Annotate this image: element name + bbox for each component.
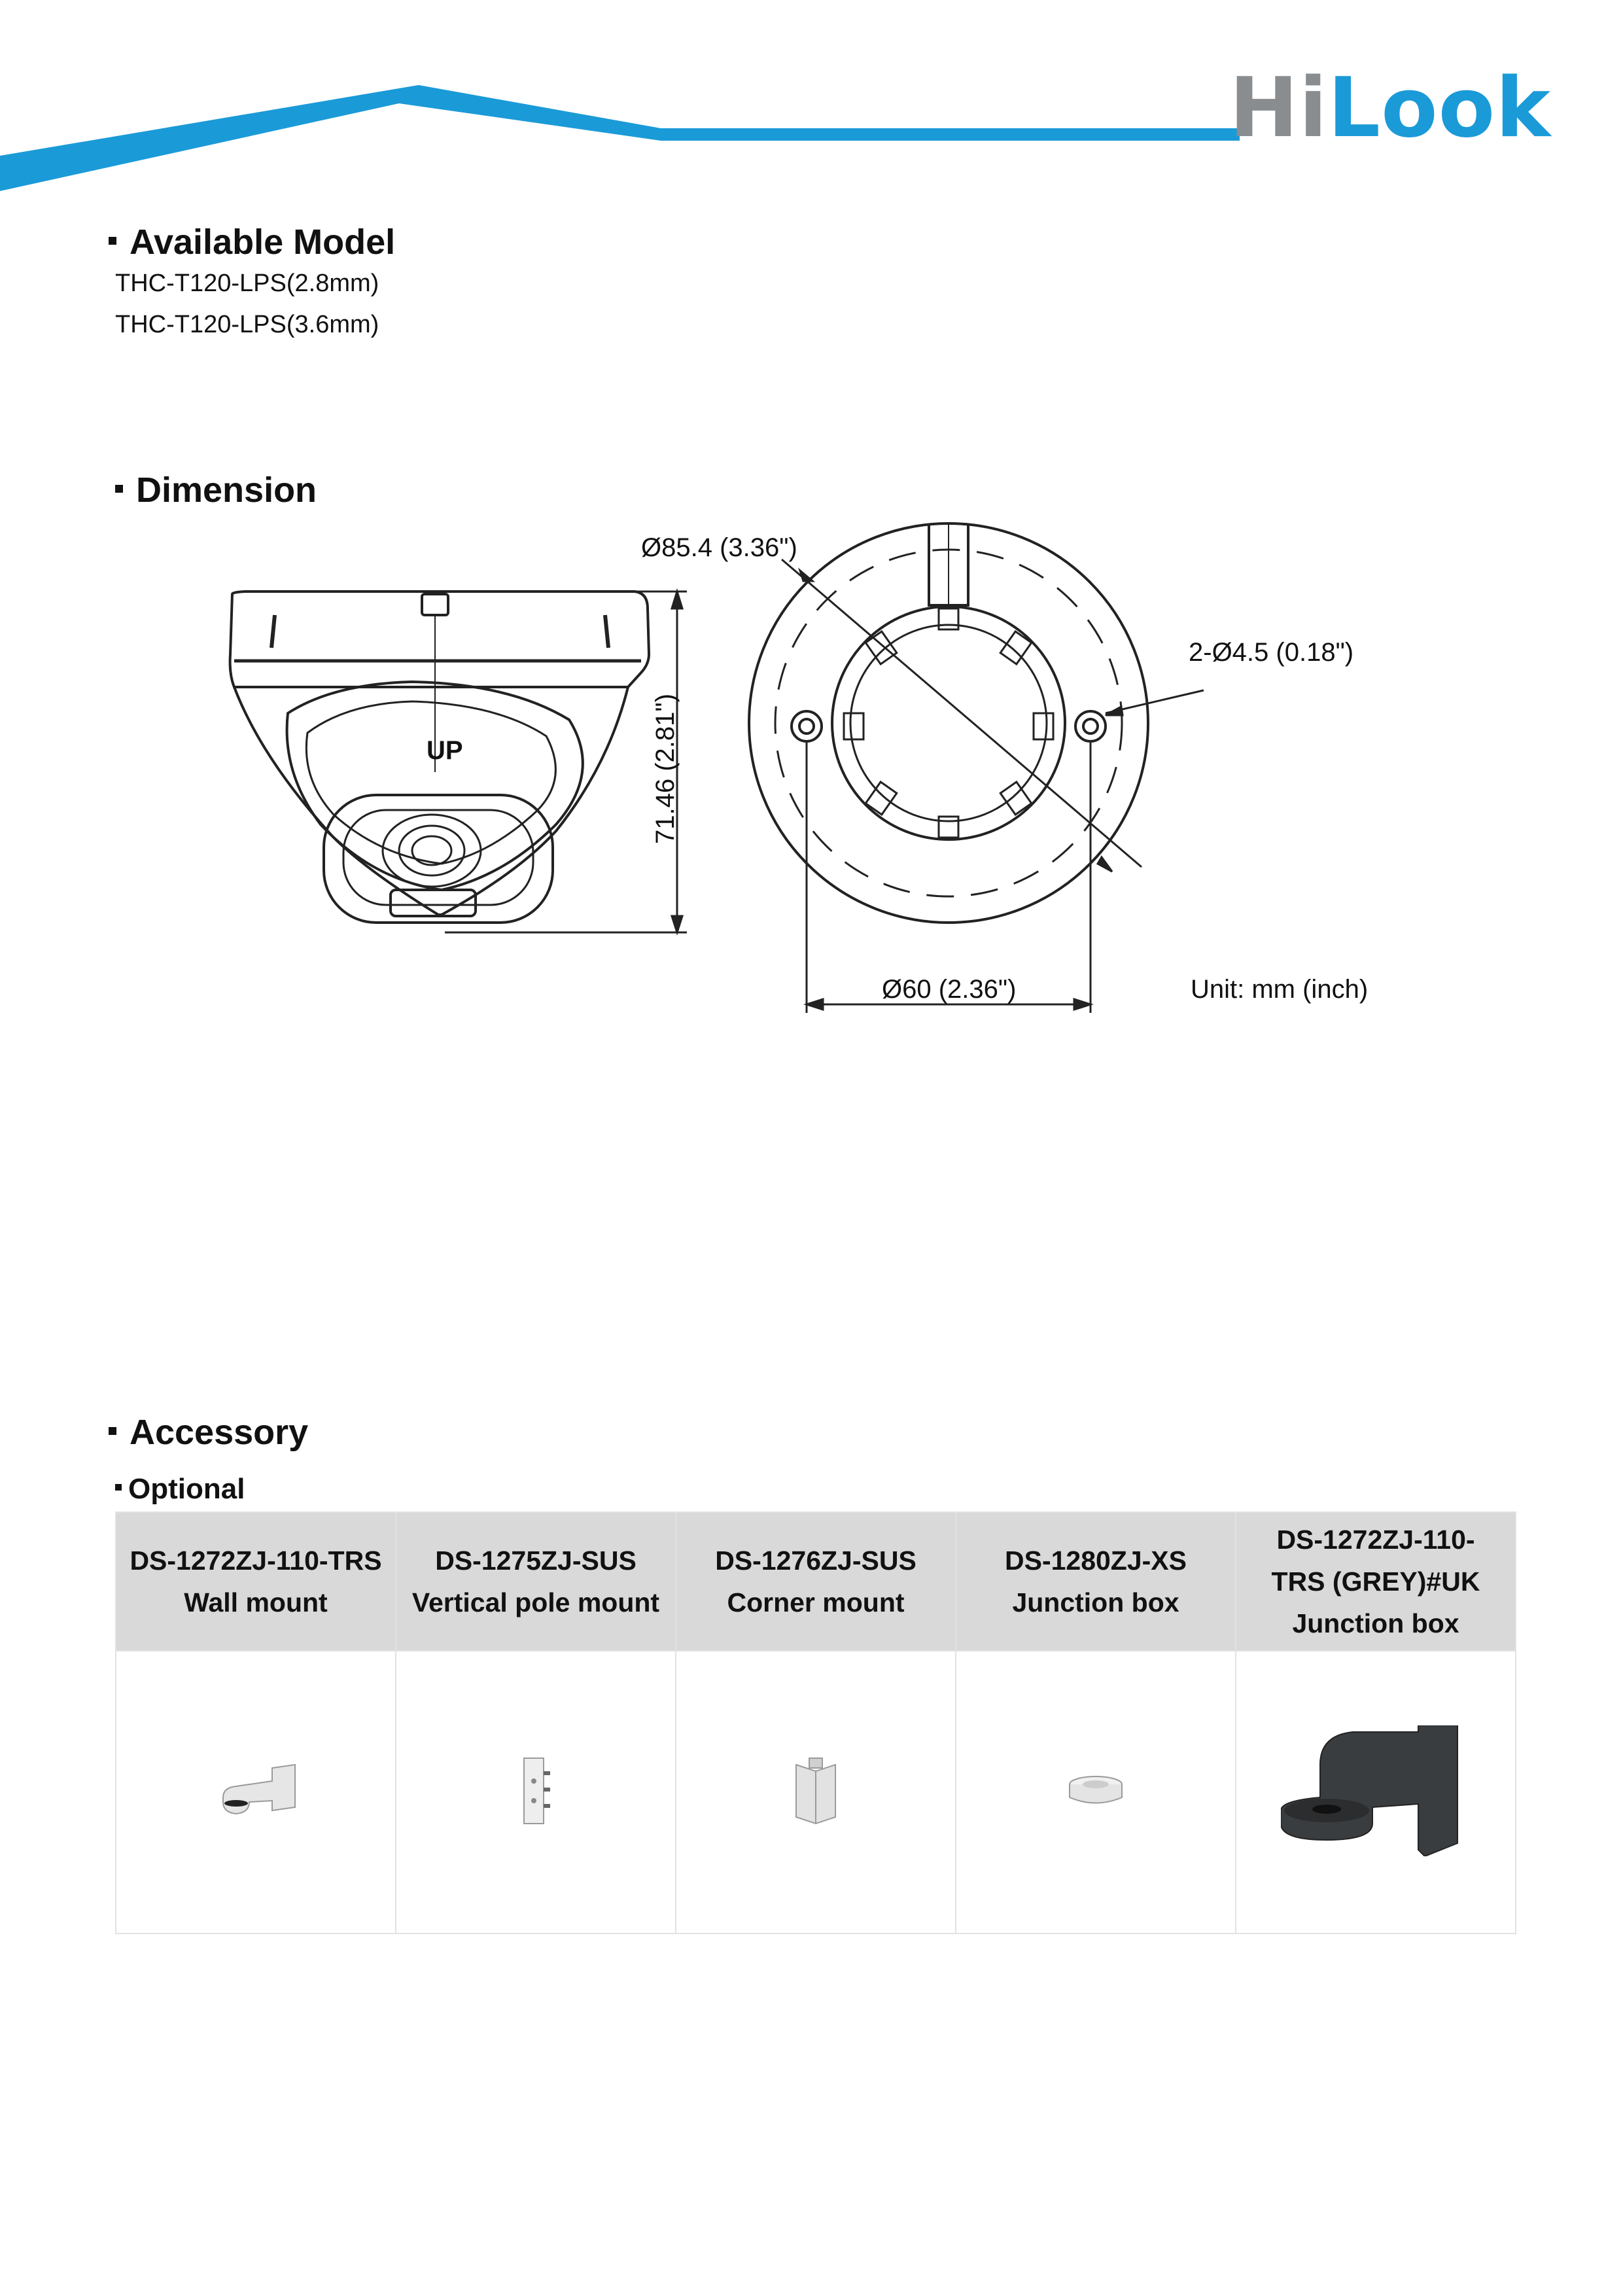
accessory-desc: Junction box	[1012, 1587, 1179, 1617]
accessory-header-row	[116, 1512, 1516, 1651]
accessory-model: DS-1272ZJ-110-TRS	[130, 1545, 382, 1576]
accessory-cell	[676, 1512, 956, 1651]
optional-subheading	[115, 1475, 245, 1504]
accessory-model: DS-1276ZJ-SUS	[715, 1545, 916, 1576]
holes-label: 2-Ø4.5 (0.18")	[1189, 638, 1354, 667]
height-label: 71.46 (2.81")	[651, 694, 680, 844]
logo-look: Look	[1327, 60, 1551, 156]
bullet-icon	[109, 1427, 116, 1435]
bullet-icon	[109, 237, 116, 245]
accessory-model: DS-1280ZJ-XS	[1004, 1545, 1187, 1576]
accessory-heading	[109, 1415, 308, 1450]
accessory-desc: Wall mount	[184, 1587, 328, 1617]
grey-junction-box-image	[1281, 1725, 1471, 1856]
accessory-desc: Vertical pole mount	[411, 1587, 660, 1617]
logo-hi: Hi	[1229, 60, 1328, 156]
pole-mount-image	[510, 1755, 562, 1827]
accessory-image-cell	[956, 1651, 1236, 1934]
available-model-heading	[109, 224, 395, 260]
accessory-image-cell	[1236, 1651, 1516, 1934]
header-swoosh	[0, 85, 1240, 191]
accessory-cell	[1236, 1512, 1516, 1651]
accessory-image-cell	[116, 1651, 396, 1934]
bullet-icon	[115, 485, 123, 493]
accessory-model: DS-1272ZJ-110-TRS (GREY)#UK	[1271, 1525, 1480, 1597]
model-item: THC-T120-LPS(3.6mm)	[115, 311, 379, 338]
bullet-icon	[115, 1484, 122, 1491]
accessory-desc: Junction box	[1292, 1608, 1459, 1638]
base-diameter-label: Ø60 (2.36")	[882, 975, 1017, 1004]
brand-logo	[1229, 60, 1551, 156]
accessory-title: Accessory	[130, 1413, 309, 1452]
available-model-title: Available Model	[130, 222, 396, 262]
unit-label: Unit: mm (inch)	[1191, 975, 1369, 1004]
up-mark: UP	[427, 736, 463, 765]
outer-diameter-label: Ø85.4 (3.36")	[641, 533, 797, 562]
mount-teeth	[844, 609, 1053, 838]
corner-mount-image	[786, 1755, 845, 1827]
accessory-image-cell	[396, 1651, 676, 1934]
wall-mount-image	[210, 1761, 302, 1820]
dimension-diagram	[216, 497, 1459, 1021]
accessory-cell	[116, 1512, 396, 1651]
optional-title: Optional	[128, 1473, 245, 1505]
accessory-desc: Corner mount	[727, 1587, 905, 1617]
accessory-model: DS-1275ZJ-SUS	[435, 1545, 637, 1576]
model-item: THC-T120-LPS(2.8mm)	[115, 270, 379, 297]
accessory-image-cell	[676, 1651, 956, 1934]
accessory-cell	[396, 1512, 676, 1651]
junction-box-image	[1060, 1768, 1132, 1814]
accessory-cell	[956, 1512, 1236, 1651]
dimension-title: Dimension	[136, 470, 317, 510]
accessory-image-row	[116, 1651, 1516, 1934]
accessory-table	[115, 1511, 1516, 1934]
